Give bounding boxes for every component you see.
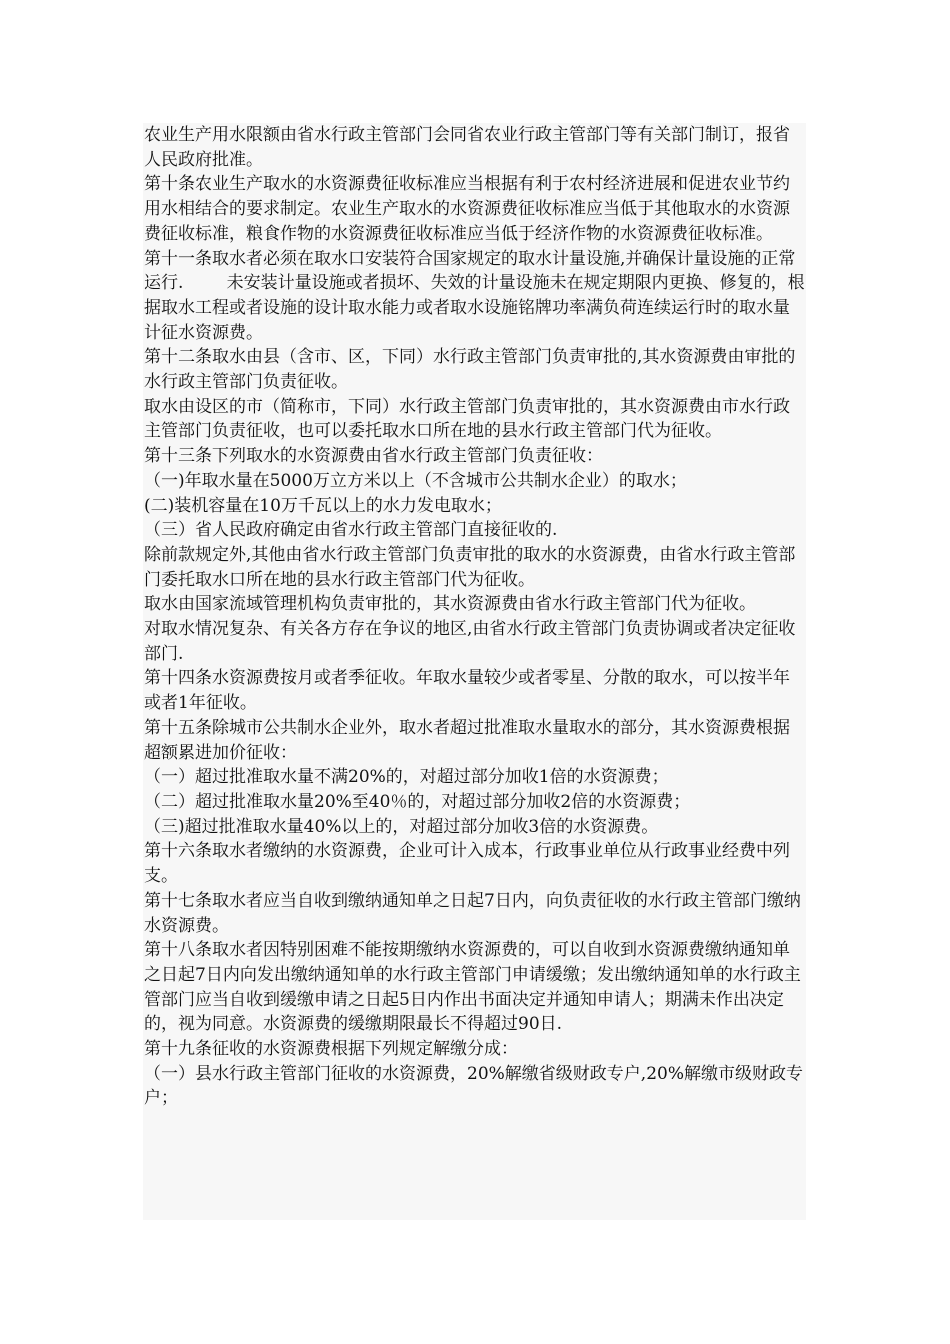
article-10: 第十条农业生产取水的水资源费征收标准应当根据有利于农村经济进展和促进农业节约用水相结合的要求制定。农业生产取水的水资源费征收标准应当低于其他取水的水资源费征收标准，粮食作物的水资源费征收标准应当低于经济作物的水资源费征收标准。 — [144, 174, 790, 244]
paragraph: 农业生产用水限额由省水行政主管部门会同省农业行政主管部门等有关部门制订，报省人民政府批准。 — [144, 125, 790, 170]
list-item: （一)年取水量在5000万立方米以上（不含城市公共制水企业）的取水； — [144, 470, 687, 491]
paragraph: 取水由国家流域管理机构负责审批的，其水资源费由省水行政主管部门代为征收。 — [144, 594, 756, 615]
paragraph: 对取水情况复杂、有关各方存在争议的地区,由省水行政主管部门负责协调或者决定征收部门. — [144, 619, 796, 664]
list-item: （三)超过批准取水量40%以上的，对超过部分加收3倍的水资源费。 — [144, 816, 659, 837]
article-19: 第十九条征收的水资源费根据下列规定解缴分成： — [144, 1039, 518, 1060]
paragraph: 除前款规定外,其他由省水行政主管部门负责审批的取水的水资源费，由省水行政主管部门委托取水口所在地的县水行政主管部门代为征收。 — [144, 544, 796, 590]
list-item: （三）省人民政府确定由省水行政主管部门直接征收的. — [144, 520, 558, 541]
article-17: 第十七条取水者应当自收到缴纳通知单之日起7日内，向负责征收的水行政主管部门缴纳水资源费。 — [144, 890, 801, 936]
article-16: 第十六条取水者缴纳的水资源费，企业可计入成本，行政事业单位从行政事业经费中列支。 — [144, 841, 790, 887]
paragraph: 取水由设区的市（简称市，下同）水行政主管部门负责审批的，其水资源费由市水行政主管部门负责征收，也可以委托取水口所在地的县水行政主管部门代为征收。 — [144, 396, 790, 442]
list-item: （一）县水行政主管部门征收的水资源费，20%解缴省级财政专户,20%解缴市级财政专户； — [144, 1063, 803, 1109]
article-15: 第十五条除城市公共制水企业外，取水者超过批准取水量取水的部分，其水资源费根据超额累进加价征收： — [144, 717, 790, 763]
article-12: 第十二条取水由县（含市、区，下同）水行政主管部门负责审批的,其水资源费由审批的水行政主管部门负责征收。 — [144, 347, 796, 393]
article-14: 第十四条水资源费按月或者季征收。年取水量较少或者零星、分散的取水，可以按半年或者1年征收。 — [144, 668, 790, 714]
list-item: （一）超过批准取水量不满20%的，对超过部分加收1倍的水资源费； — [144, 767, 669, 788]
article-11: 第十一条取水者必须在取水口安装符合国家规定的取水计量设施,并确保计量设施的正常运行. 未安装计量设施或者损坏、失效的计量设施未在规定期限内更换、修复的，根据取水工程或者设施的设计取水能力或者取水设施铭牌功率满负荷连续运行时的取水量计征水资源费。 — [144, 248, 805, 343]
list-item: （二）超过批准取水量20%至40％的，对超过部分加收2倍的水资源费； — [144, 791, 691, 812]
document-text-block — [143, 123, 806, 1220]
article-13: 第十三条下列取水的水资源费由省水行政主管部门负责征收： — [144, 446, 603, 467]
article-18: 第十八条取水者因特别困难不能按期缴纳水资源费的，可以自收到水资源费缴纳通知单之日起7日内向发出缴纳通知单的水行政主管部门申请缓缴；发出缴纳通知单的水行政主管部门应当自收到缓缴申请之日起5日内作出书面决定并通知申请人；期满未作出决定的，视为同意。水资源费的缓缴期限最长不得超过90日. — [144, 940, 801, 1035]
list-item: (二)装机容量在10万千瓦以上的水力发电取水； — [144, 495, 502, 516]
